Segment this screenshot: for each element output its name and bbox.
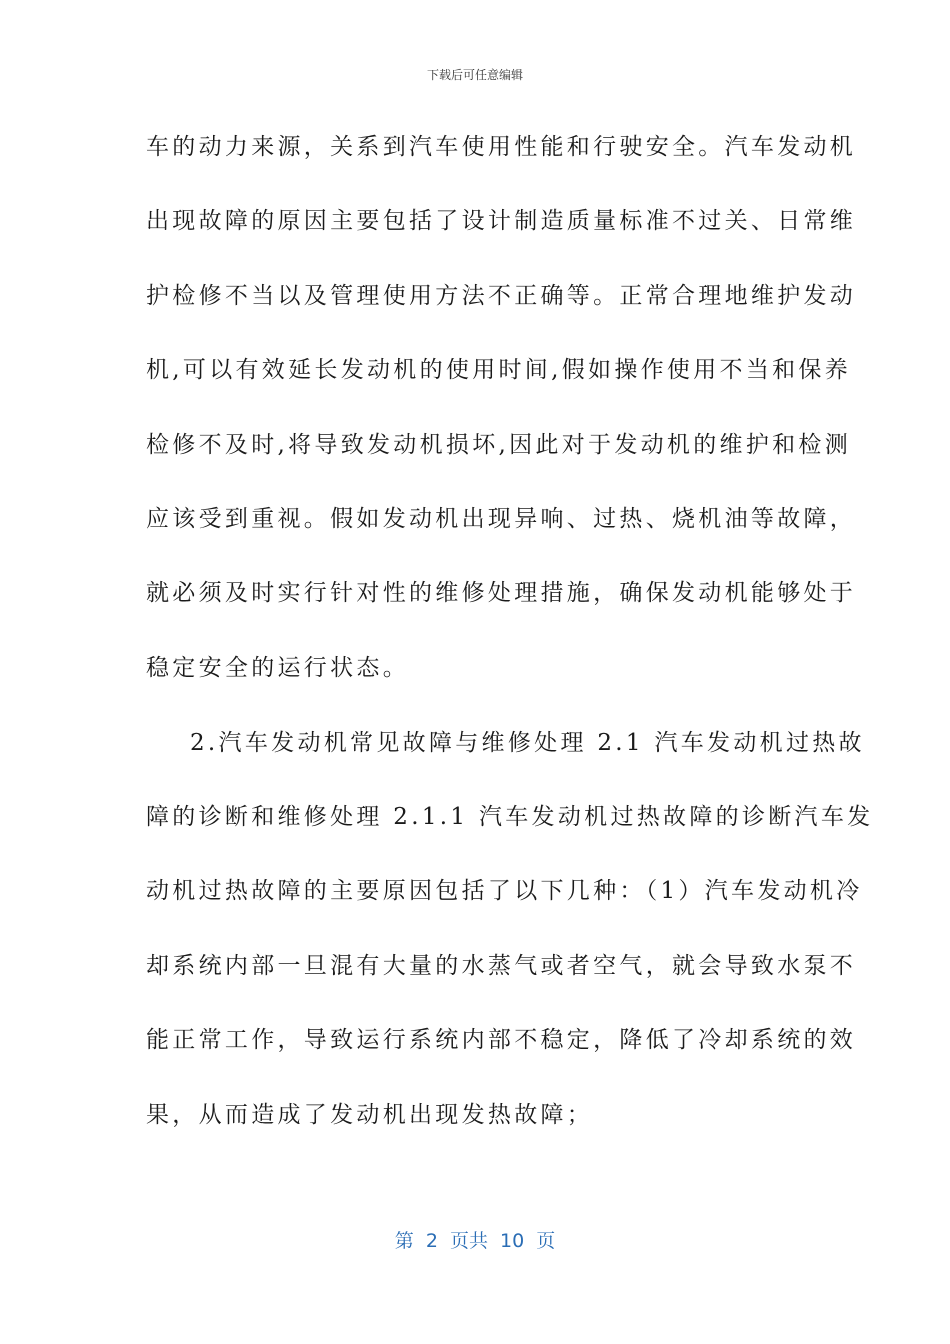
text-line: 果，从而造成了发动机出现发热故障；	[146, 1102, 594, 1128]
page-label: 第 2 页共 10 页	[394, 1230, 556, 1252]
text-line: 动机过热故障的主要原因包括了以下几种：（1）汽车发动机冷	[146, 878, 863, 904]
text-line: 车的动力来源，关系到汽车使用性能和行驶安全。汽车发动机	[146, 134, 857, 160]
text-line: 2.汽车发动机常见故障与维修处理 2.1 汽车发动机过热故	[190, 730, 865, 756]
page-header-note: 下载后可任意编辑	[426, 68, 523, 82]
text-line: 能正常工作，导致运行系统内部不稳定，降低了冷却系统的效	[146, 1027, 857, 1053]
text-line: 护检修不当以及管理使用方法不正确等。正常合理地维护发动	[146, 283, 857, 309]
text-line: 检修不及时,将导致发动机损坏,因此对于发动机的维护和检测	[146, 432, 852, 458]
text-line: 稳定安全的运行状态。	[146, 655, 409, 681]
text-line: 却系统内部一旦混有大量的水蒸气或者空气，就会导致水泵不	[146, 953, 857, 979]
text-line: 出现故障的原因主要包括了设计制造质量标准不过关、日常维	[146, 208, 857, 234]
text-line: 就必须及时实行针对性的维修处理措施，确保发动机能够处于	[146, 580, 857, 606]
text-line: 应该受到重视。假如发动机出现异响、过热、烧机油等故障，	[146, 506, 857, 532]
page-number-footer	[0, 1226, 950, 1253]
text-line: 机,可以有效延长发动机的使用时间,假如操作使用不当和保养	[146, 357, 852, 383]
text-line: 障的诊断和维修处理 2.1.1 汽车发动机过热故障的诊断汽车发	[146, 804, 874, 830]
